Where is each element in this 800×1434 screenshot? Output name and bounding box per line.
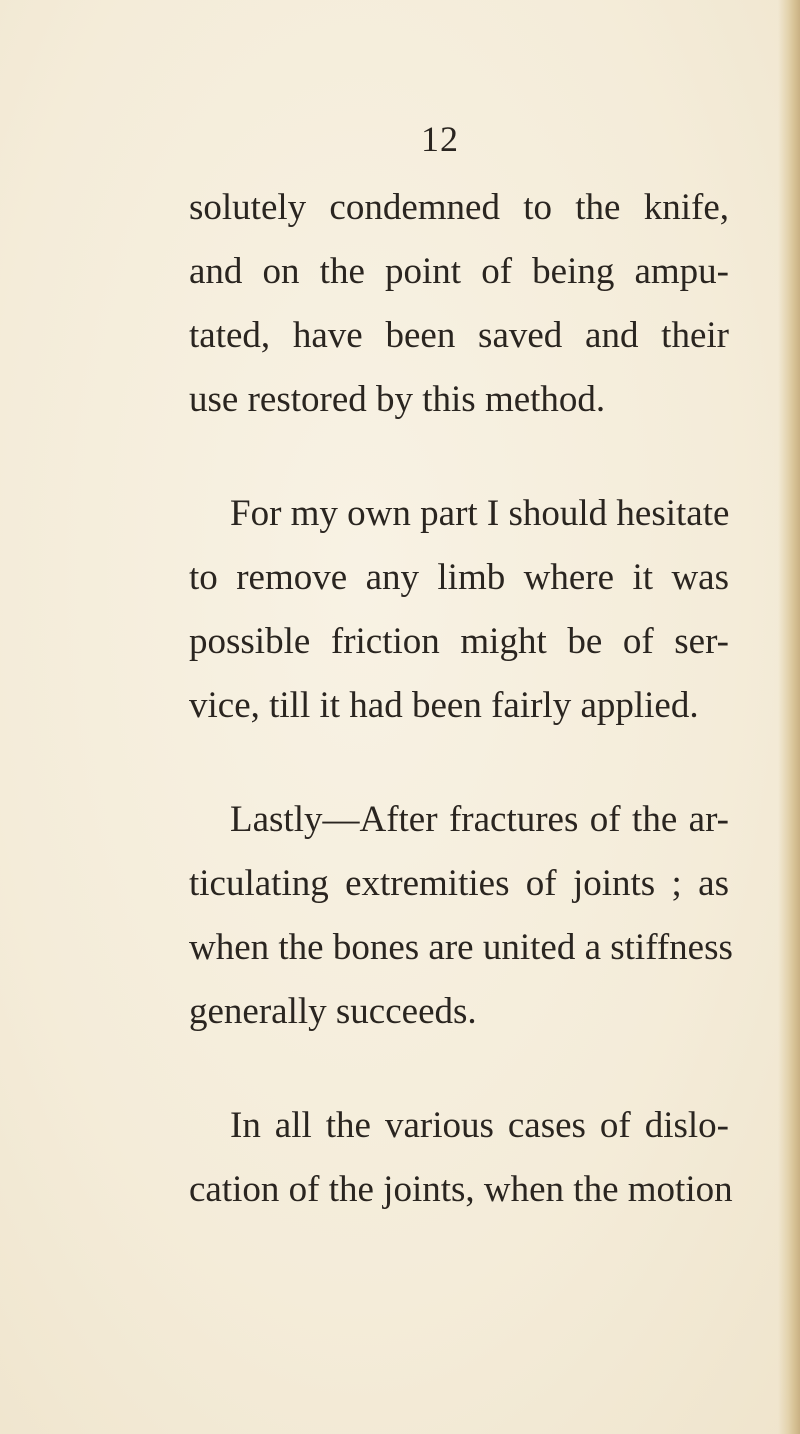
text-line: cation of the joints, when the motion	[189, 1169, 733, 1210]
page-number: 12	[421, 119, 459, 159]
text-line: In all the various cases of dislo-	[230, 1105, 729, 1146]
text-line: when the bones are united a stiffness	[189, 927, 733, 968]
text-line: generally succeeds.	[189, 991, 477, 1032]
text-line: solutely condemned to the knife,	[189, 187, 729, 228]
text-line: use restored by this method.	[189, 379, 606, 420]
text-line: and on the point of being ampu-	[189, 251, 729, 292]
text-line: vice, till it had been fairly applied.	[189, 685, 699, 726]
text-line: For my own part I should hesitate	[230, 493, 730, 534]
text-line: Lastly—After fractures of the ar-	[230, 799, 729, 840]
text-line: to remove any limb where it was	[189, 557, 729, 598]
text-line: tated, have been saved and their	[189, 315, 729, 356]
text-line: ticulating extremities of joints ; as	[189, 863, 729, 904]
text-line: possible friction might be of ser-	[189, 621, 729, 662]
page-edge	[778, 0, 800, 1434]
